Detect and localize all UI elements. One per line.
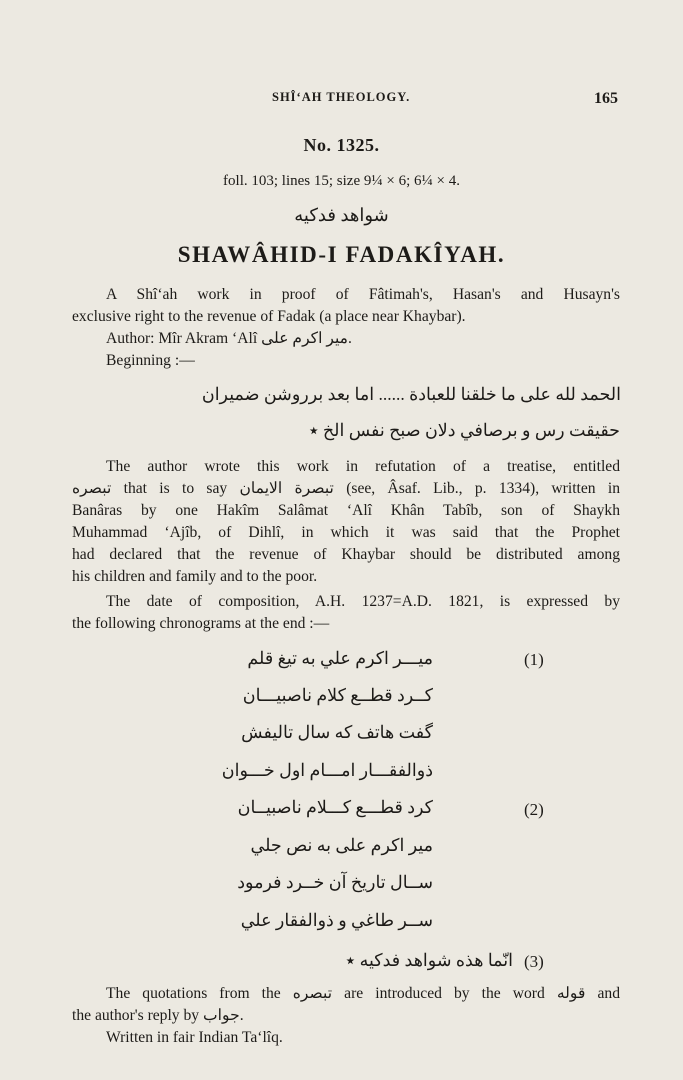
description-paragraph [72, 456, 620, 588]
chronogram-number: (3) [524, 952, 544, 971]
script-description: Written in fair Indian Ta‘lîq. [106, 1029, 283, 1046]
composition-line: the following chronograms at the end :— [72, 615, 330, 632]
composition-paragraph [72, 591, 620, 635]
chronogram-verse: میر اکرم علی به نص جلي [250, 835, 433, 855]
closing-line: the author's reply by جواب. [72, 1007, 244, 1024]
intro-line: exclusive right to the revenue of Fadak (a place near Khaybar). [72, 308, 466, 325]
closing-paragraph [72, 983, 620, 1049]
intro-paragraph [72, 284, 620, 372]
chronogram-verse: انّما هذه شواهد فدکیه ٭ [345, 950, 513, 970]
running-header-title: SHÎ‘AH THEOLOGY. [272, 90, 411, 104]
chronogram-verse: کــرد قطــع کلام ناصبیـــان [242, 685, 433, 705]
chronogram-number: (1) [524, 650, 544, 669]
description-line: Muhammad ‘Ajîb, of Dihlî, in which it was said that the Prophet [72, 524, 620, 541]
page-number: 165 [594, 90, 618, 107]
work-title: SHAWÂHID-I FADAKÎYAH. [177, 242, 506, 267]
catalogue-meta: foll. 103; lines 15; size 9¼ × 6; 6¼ × 4. [223, 173, 460, 189]
composition-line: The date of composition, A.H. 1237=A.D. 1821, is expressed by [106, 593, 620, 610]
chronogram-number: (2) [524, 800, 544, 819]
catalogue-number: No. 1325. [303, 135, 380, 155]
description-line: Banâras by one Hakîm Salâmat ‘Alî Khân Tabîb, son of Shaykh [72, 502, 620, 519]
chronogram-verse: گفت هاتف که سال تالیفش [241, 722, 433, 742]
description-line: had declared that the revenue of Khaybar should be distributed among [72, 546, 620, 563]
intro-line: A Shî‘ah work in proof of Fâtimah's, Hasan's and Husayn's [106, 286, 620, 303]
chronogram-verse: ســر طاغي و ذوالفقار علي [240, 910, 433, 930]
beginning-label: Beginning :— [106, 352, 195, 369]
chronogram-verse: کرد قطـــع کـــلام ناصبیــان [237, 797, 433, 817]
beginning-text-line: حقیقت رس و برصافي دلان صبح نفس الخ ٭ [308, 420, 620, 440]
description-line: تبصره that is to say تبصرة الایمان (see, Âsaf. Lib., p. 1334), written in [72, 480, 620, 497]
work-title-arabic: شواهد فدکیه [294, 205, 389, 225]
beginning-text-line: الحمد لله علی ما خلقنا للعبادة ...... اما بعد برروشن ضمیران [201, 384, 621, 404]
description-line: his children and family and to the poor. [72, 568, 318, 585]
chronogram-verse: ذوالفقـــار امـــام اول خـــوان [221, 760, 433, 780]
description-line: The author wrote this work in refutation of a treatise, entitled [106, 458, 620, 475]
chronogram-verse: ســال تاریخ آن خــرد فرمود [237, 872, 433, 892]
closing-line: The quotations from the تبصره are introduced by the word قوله and [106, 985, 620, 1002]
author-line: Author: Mîr Akram ‘Alî میر اکرم علی. [106, 330, 352, 347]
chronogram-verse: میـــر اکرم علي به تیغ قلم [247, 648, 433, 668]
